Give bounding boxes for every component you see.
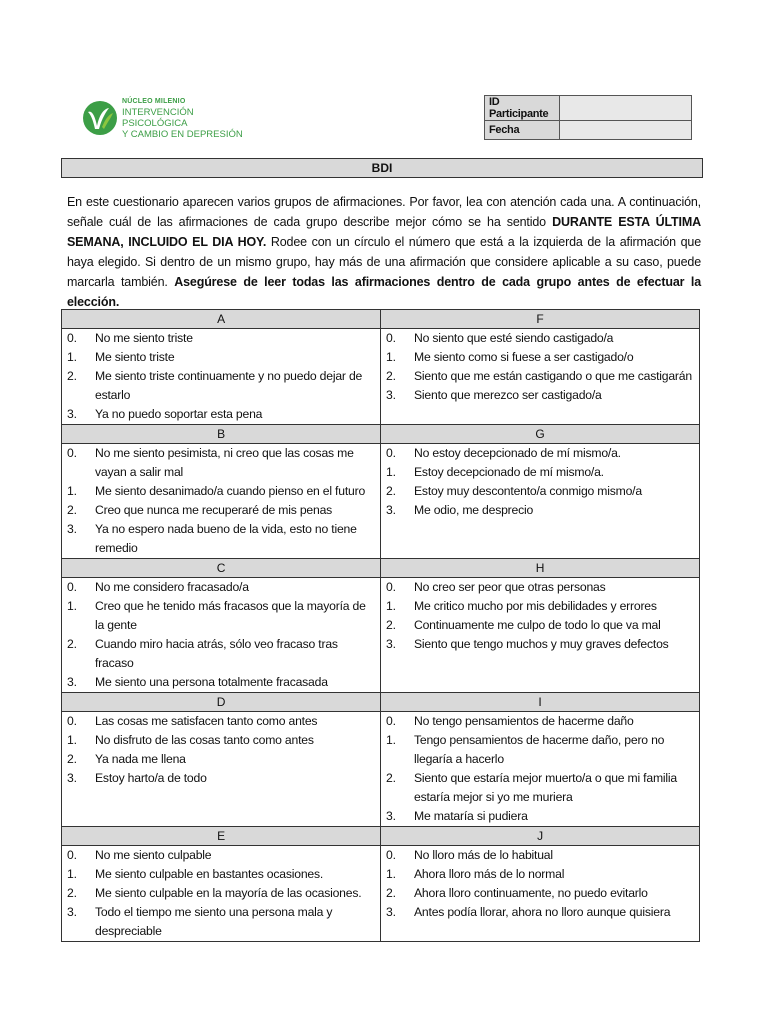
option-item[interactable] [67, 578, 376, 597]
participant-id-label: ID Participante [485, 96, 560, 121]
option-item[interactable] [386, 386, 695, 405]
option-text: No me siento pesimista, ni creo que las cosas me vayan a salir mal [95, 446, 354, 479]
group-body-row [62, 712, 700, 827]
option-number[interactable]: 2. [386, 369, 396, 383]
logo [82, 98, 252, 138]
group-letter: J [381, 827, 700, 846]
option-number[interactable]: 3. [67, 675, 77, 689]
instructions-text-2: Rodee con un círculo el número que está a la izquierda de la afirmación que haya elegido. Si dentro de un mismo grupo, hay más de una afirmación que considere aplicable a su caso, puede marcarla también. [67, 235, 702, 289]
option-number[interactable]: 1. [67, 599, 77, 613]
option-item[interactable] [386, 463, 695, 482]
group-letter: E [62, 827, 381, 846]
option-item[interactable] [67, 750, 376, 769]
option-number[interactable]: 2. [67, 752, 77, 766]
option-number[interactable]: 3. [67, 905, 77, 919]
option-number[interactable]: 2. [67, 886, 77, 900]
option-text: Creo que he tenido más fracasos que la mayoría de la gente [95, 599, 366, 632]
group-letter: I [381, 693, 700, 712]
option-text: No creo ser peor que otras personas [414, 580, 606, 594]
option-number[interactable]: 1. [67, 733, 77, 747]
option-text: Antes podía llorar, ahora no lloro aunque quisiera [414, 905, 671, 919]
option-text: No me siento triste [95, 331, 193, 345]
option-number[interactable]: 2. [386, 886, 396, 900]
option-number[interactable]: 2. [67, 503, 77, 517]
group-options [381, 712, 700, 827]
option-item[interactable] [386, 712, 695, 731]
option-number[interactable]: 3. [67, 771, 77, 785]
option-text: No estoy decepcionado de mí mismo/a. [414, 446, 621, 460]
option-item[interactable] [386, 769, 695, 807]
option-item[interactable] [386, 444, 695, 463]
option-item[interactable] [386, 903, 695, 922]
option-text: Todo el tiempo me siento una persona mala y despreciable [95, 905, 333, 938]
option-text: Siento que merezco ser castigado/a [414, 388, 602, 402]
group-options [381, 846, 700, 942]
group-header-row [62, 425, 700, 444]
option-item[interactable] [67, 903, 376, 941]
instructions-emphasis-2: Asegúrese de leer todas las afirmaciones dentro de cada grupo antes de efectuar la elección. [67, 275, 702, 309]
option-item[interactable] [67, 597, 376, 635]
group-letter: G [381, 425, 700, 444]
option-number[interactable]: 1. [67, 350, 77, 364]
group-body-row [62, 329, 700, 425]
group-options [381, 329, 700, 425]
option-number[interactable]: 1. [67, 484, 77, 498]
option-text: Estoy decepcionado de mí mismo/a. [414, 465, 604, 479]
option-item[interactable] [67, 769, 376, 788]
option-text: No me considero fracasado/a [95, 580, 249, 594]
option-item[interactable] [386, 807, 695, 826]
option-item[interactable] [386, 367, 695, 386]
group-letter: H [381, 559, 700, 578]
option-text: Me mataría si pudiera [414, 809, 528, 823]
date-label: Fecha [485, 121, 560, 140]
group-body-row [62, 846, 700, 942]
option-text: Me siento desanimado/a cuando pienso en el futuro [95, 484, 366, 498]
group-letter: F [381, 310, 700, 329]
option-item[interactable] [386, 616, 695, 635]
option-text: Ya no puedo soportar esta pena [95, 407, 263, 421]
option-item[interactable] [386, 846, 695, 865]
option-text: Me siento triste [95, 350, 175, 364]
logo-line-3: Y CAMBIO EN DEPRESIÓN [122, 129, 243, 140]
group-body-row [62, 578, 700, 693]
option-item[interactable] [386, 731, 695, 769]
option-number[interactable]: 1. [386, 599, 396, 613]
option-text: Me odio, me desprecio [414, 503, 534, 517]
group-options [62, 712, 381, 827]
option-item[interactable] [67, 712, 376, 731]
option-text: Ahora lloro continuamente, no puedo evitarlo [414, 886, 648, 900]
group-options [381, 578, 700, 693]
option-item[interactable] [67, 501, 376, 520]
participant-table [484, 95, 692, 140]
option-number[interactable]: 1. [386, 465, 396, 479]
option-item[interactable] [67, 520, 376, 558]
option-number[interactable]: 0. [386, 848, 396, 862]
group-options [62, 329, 381, 425]
option-text: No lloro más de lo habitual [414, 848, 553, 862]
group-letter: C [62, 559, 381, 578]
option-item[interactable] [67, 444, 376, 482]
instructions [67, 192, 701, 312]
option-text: Siento que me están castigando o que me castigarán [414, 369, 692, 383]
option-text: Siento que tengo muchos y muy graves defectos [414, 637, 669, 651]
option-text: Me critico mucho por mis debilidades y errores [414, 599, 657, 613]
option-number[interactable]: 2. [386, 484, 396, 498]
option-number[interactable]: 1. [386, 733, 396, 747]
group-letter: A [62, 310, 381, 329]
option-text: Me siento triste continuamente y no puedo dejar de estarlo [95, 369, 363, 402]
option-number[interactable]: 0. [67, 580, 77, 594]
option-number[interactable]: 3. [386, 809, 396, 823]
group-options [62, 444, 381, 559]
option-item[interactable] [67, 884, 376, 903]
option-number[interactable]: 1. [386, 867, 396, 881]
form-title: BDI [61, 158, 703, 178]
option-number[interactable]: 0. [386, 580, 396, 594]
group-header-row [62, 693, 700, 712]
option-item[interactable] [386, 635, 695, 654]
option-number[interactable]: 2. [386, 618, 396, 632]
option-item[interactable] [67, 329, 376, 348]
option-text: Las cosas me satisfacen tanto como antes [95, 714, 318, 728]
option-text: No me siento culpable [95, 848, 212, 862]
option-item[interactable] [67, 865, 376, 884]
option-item[interactable] [386, 597, 695, 616]
option-item[interactable] [67, 348, 376, 367]
logo-line-2: INTERVENCIÓN PSICOLÓGICA [122, 107, 194, 129]
participant-id-field[interactable] [560, 96, 692, 121]
logo-line-1: NÚCLEO MILENIO [122, 98, 186, 105]
group-options [381, 444, 700, 559]
option-item[interactable] [67, 635, 376, 673]
option-number[interactable]: 2. [67, 637, 77, 651]
option-text: Cuando miro hacia atrás, sólo veo fracaso tras fracaso [95, 637, 338, 670]
option-text: Me siento culpable en bastantes ocasiones. [95, 867, 324, 881]
option-text: No siento que esté siendo castigado/a [414, 331, 614, 345]
option-text: Me siento una persona totalmente fracasada [95, 675, 328, 689]
option-number[interactable]: 3. [386, 905, 396, 919]
option-text: Ya nada me llena [95, 752, 186, 766]
group-options [62, 846, 381, 942]
option-item[interactable] [67, 846, 376, 865]
option-item[interactable] [386, 501, 695, 520]
option-number[interactable]: 0. [67, 331, 77, 345]
option-number[interactable]: 3. [67, 407, 77, 421]
option-number[interactable]: 1. [67, 867, 77, 881]
questionnaire-table [61, 309, 700, 942]
group-header-row [62, 310, 700, 329]
leaf-logo-icon [82, 100, 118, 136]
option-number[interactable]: 2. [67, 369, 77, 383]
option-number[interactable]: 1. [386, 350, 396, 364]
option-number[interactable]: 2. [386, 771, 396, 785]
option-text: Ya no espero nada bueno de la vida, esto no tiene remedio [95, 522, 357, 555]
instructions-emphasis-1: DURANTE ESTA ÚLTIMA SEMANA, INCLUIDO EL DIA HOY. [67, 215, 701, 249]
group-header-row [62, 559, 700, 578]
option-text: Siento que estaría mejor muerto/a o que mi familia estaría mejor si yo me muriera [414, 771, 677, 804]
option-number[interactable]: 0. [67, 714, 77, 728]
option-number[interactable]: 3. [67, 522, 77, 536]
option-text: Creo que nunca me recuperaré de mis penas [95, 503, 333, 517]
option-number[interactable]: 0. [386, 714, 396, 728]
option-item[interactable] [386, 329, 695, 348]
option-number[interactable]: 0. [386, 446, 396, 460]
option-text: Me siento como si fuese a ser castigado/o [414, 350, 634, 364]
option-item[interactable] [386, 578, 695, 597]
option-text: Continuamente me culpo de todo lo que va mal [414, 618, 661, 632]
option-item[interactable] [67, 405, 376, 424]
option-text: No tengo pensamientos de hacerme daño [414, 714, 634, 728]
option-text: Me siento culpable en la mayoría de las ocasiones. [95, 886, 362, 900]
option-text: Estoy harto/a de todo [95, 771, 207, 785]
option-item[interactable] [67, 482, 376, 501]
option-item[interactable] [386, 482, 695, 501]
option-number[interactable]: 0. [386, 331, 396, 345]
option-text: No disfruto de las cosas tanto como antes [95, 733, 314, 747]
option-item[interactable] [67, 731, 376, 750]
group-letter: B [62, 425, 381, 444]
option-item[interactable] [386, 865, 695, 884]
option-text: Estoy muy descontento/a conmigo mismo/a [414, 484, 642, 498]
option-text: Tengo pensamientos de hacerme daño, pero no llegaría a hacerlo [414, 733, 665, 766]
option-item[interactable] [67, 673, 376, 692]
option-number[interactable]: 0. [67, 446, 77, 460]
option-item[interactable] [386, 348, 695, 367]
option-number[interactable]: 3. [386, 637, 396, 651]
option-item[interactable] [67, 367, 376, 405]
option-number[interactable]: 3. [386, 388, 396, 402]
group-options [62, 578, 381, 693]
option-text: Ahora lloro más de lo normal [414, 867, 565, 881]
group-body-row [62, 444, 700, 559]
date-field[interactable] [560, 121, 692, 140]
option-number[interactable]: 3. [386, 503, 396, 517]
group-header-row [62, 827, 700, 846]
option-item[interactable] [386, 884, 695, 903]
option-number[interactable]: 0. [67, 848, 77, 862]
instructions-text-1: En este cuestionario aparecen varios grupos de afirmaciones. Por favor, lea con atención cada una. A continuación, señale cuál de las afirmaciones de cada grupo describe mejor cómo se ha sentido [67, 195, 701, 229]
group-letter: D [62, 693, 381, 712]
